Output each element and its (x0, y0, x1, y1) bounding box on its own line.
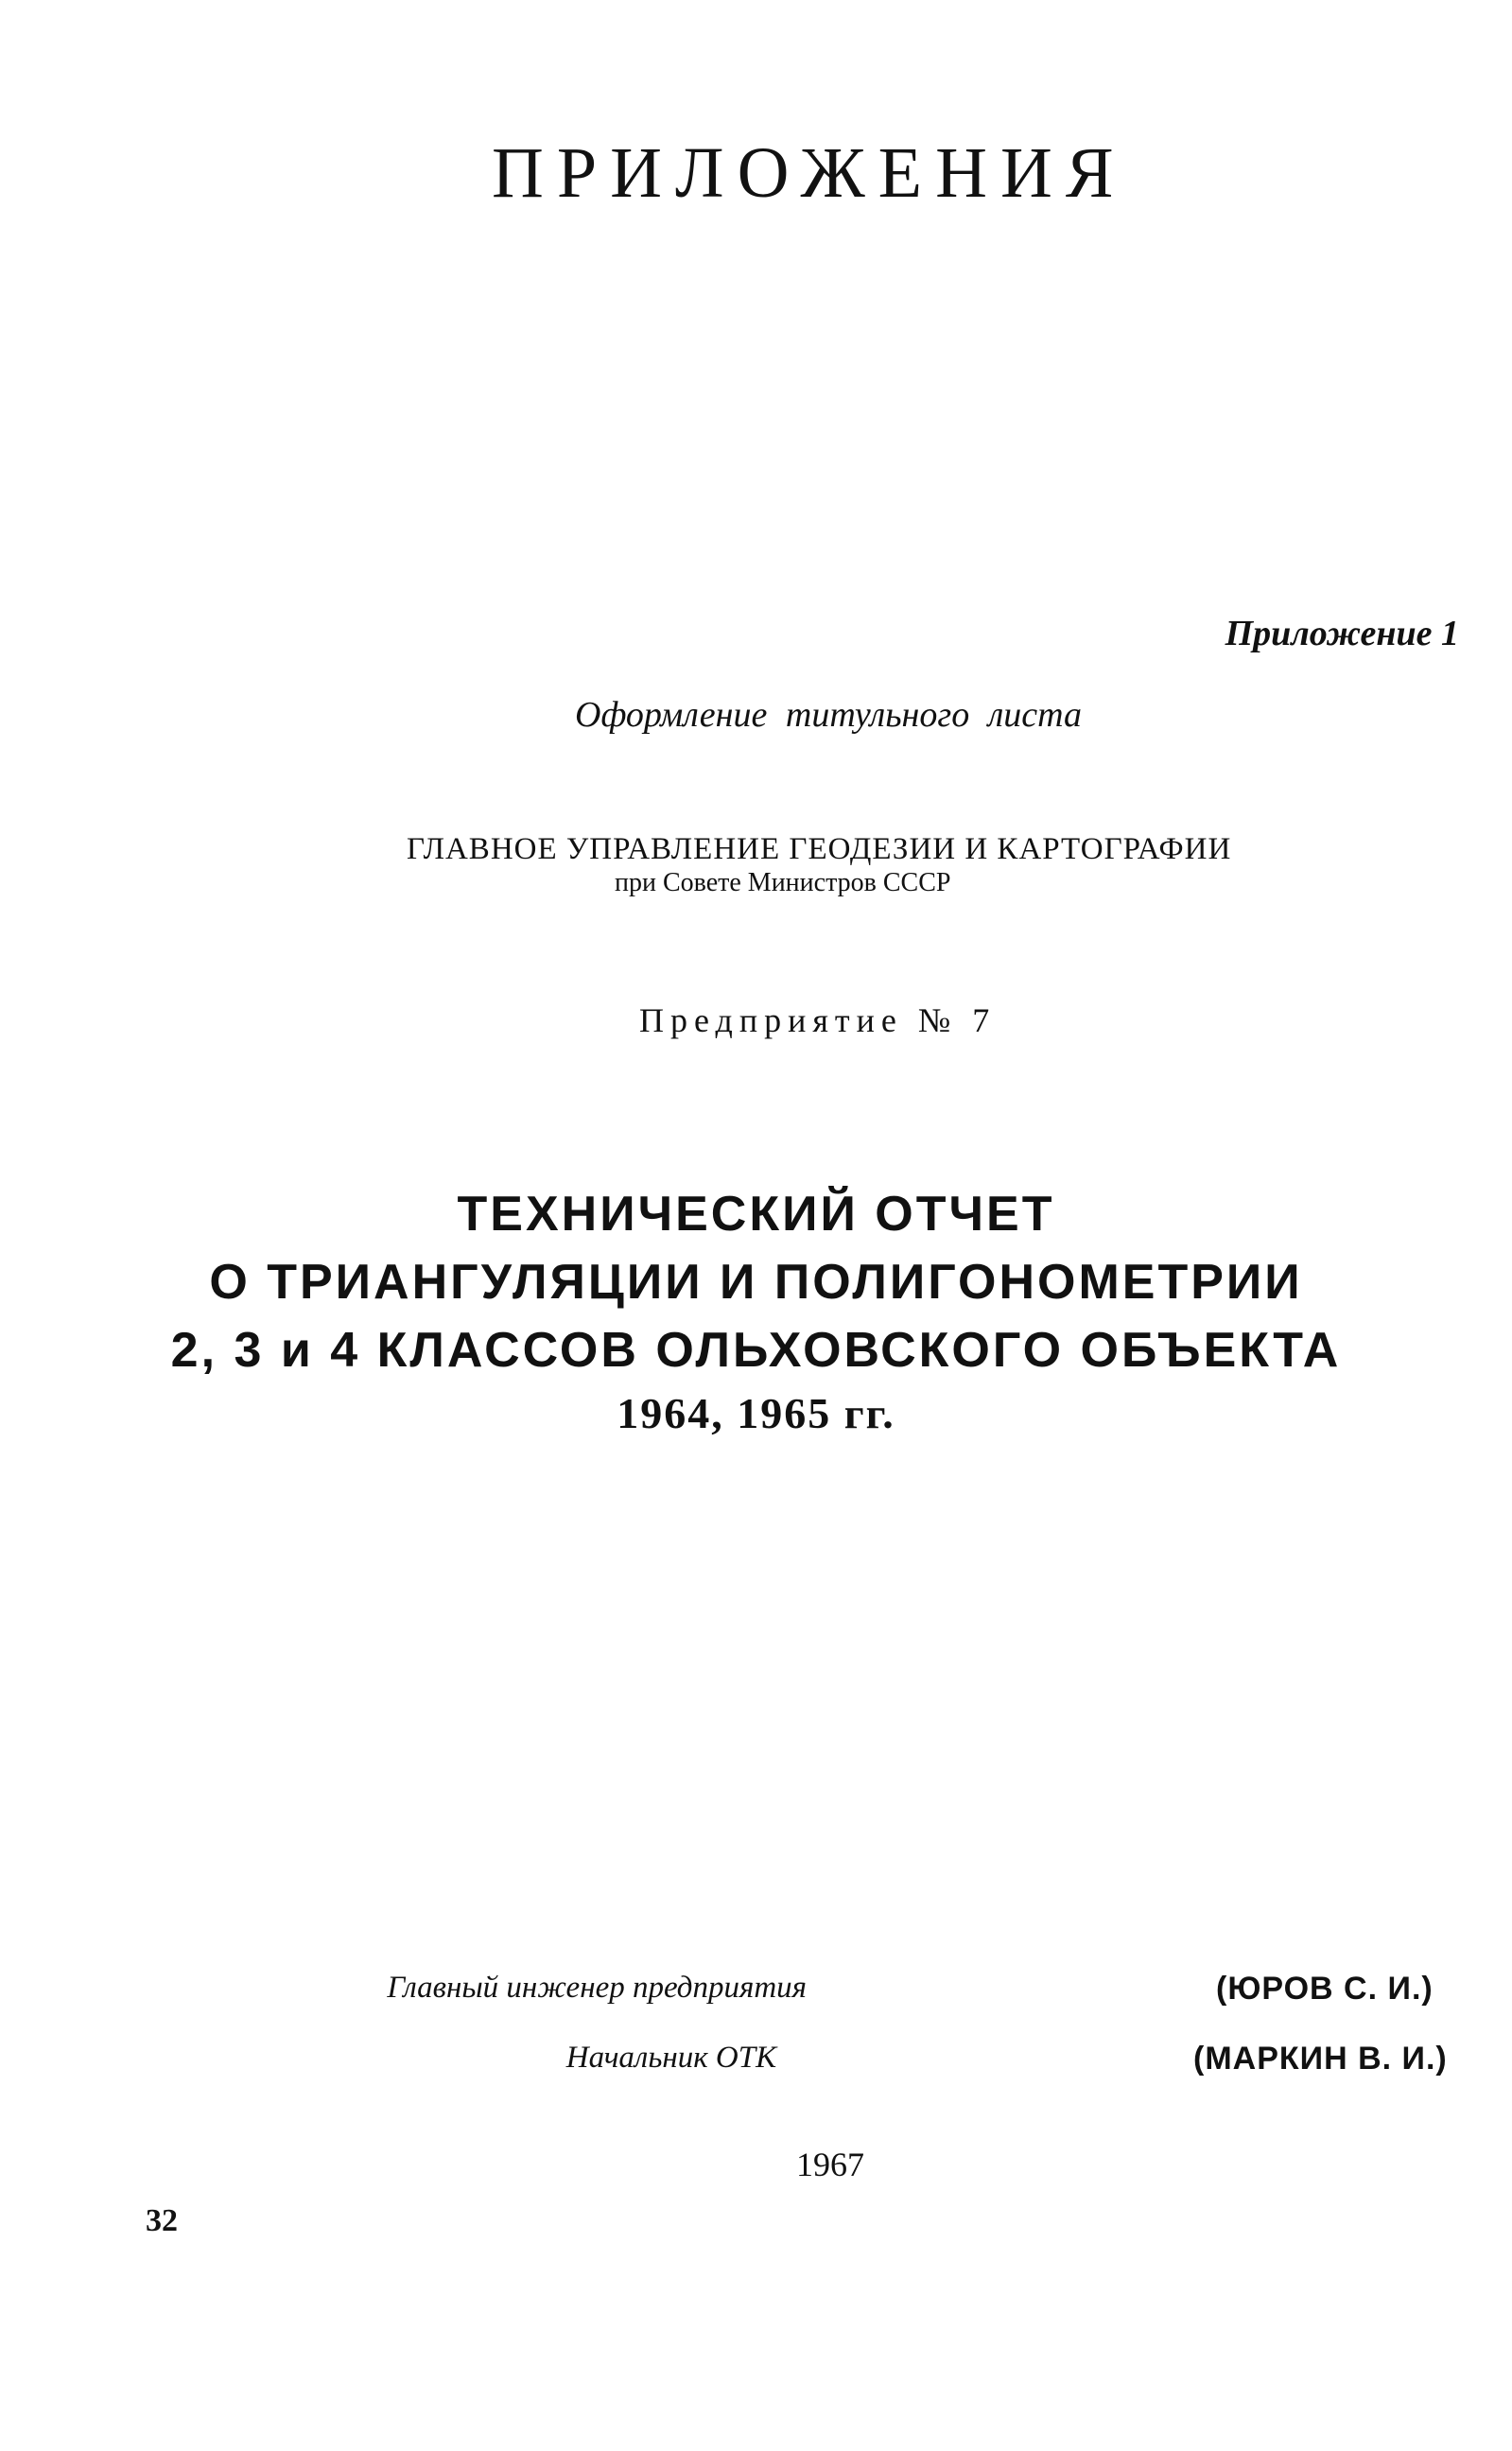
report-title-line: 2, 3 и 4 КЛАССОВ ОЛЬХОВСКОГО ОБЪЕКТА (170, 1323, 1342, 1378)
organization-affiliation: при Совете Министров СССР (615, 868, 951, 897)
signature-name-chief-engineer: (ЮРОВ С. И.) (1216, 1971, 1434, 2007)
signature-name-otk-head: (МАРКИН В. И.) (1193, 2041, 1448, 2077)
report-title-line: ТЕХНИЧЕСКИЙ ОТЧЕТ (457, 1187, 1055, 1242)
subtitle: Оформление титульного листа (575, 695, 1083, 735)
publication-year: 1967 (796, 2146, 864, 2183)
organization-name: ГЛАВНОЕ УПРАВЛЕНИЕ ГЕОДЕЗИИ И КАРТОГРАФИИ (407, 832, 1232, 866)
report-title-line: О ТРИАНГУЛЯЦИИ И ПОЛИГОНОМЕТРИИ (209, 1255, 1303, 1310)
report-years: 1964, 1965 гг. (617, 1389, 895, 1437)
page-number: 32 (146, 2203, 178, 2238)
signature-role-otk-head: Начальник ОТК (565, 2041, 776, 2075)
appendix-label: Приложение 1 (1225, 614, 1459, 653)
signature-role-chief-engineer: Главный инженер предприятия (387, 1971, 807, 2005)
section-title: ПРИЛОЖЕНИЯ (492, 133, 1127, 213)
enterprise-label: Предприятие № 7 (639, 1001, 997, 1039)
report-title (0, 1180, 1512, 1384)
